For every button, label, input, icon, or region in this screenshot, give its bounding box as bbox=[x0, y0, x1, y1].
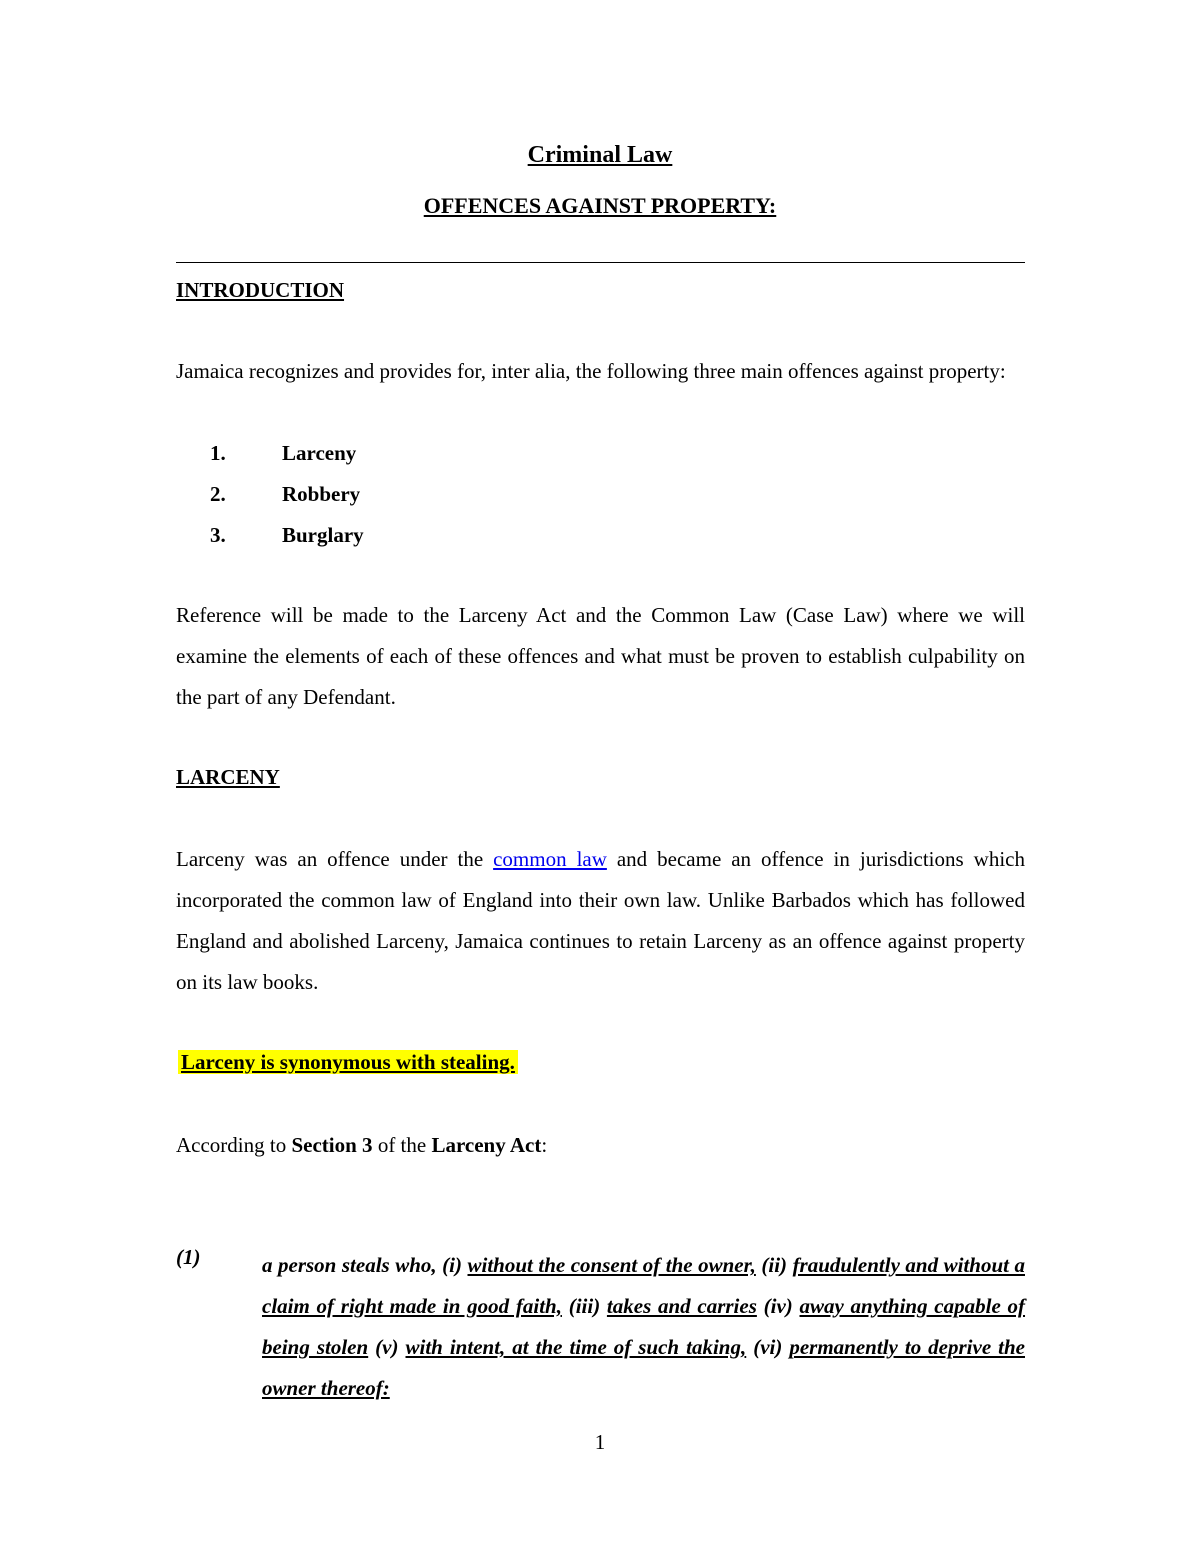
statute-element: away anything capable of being stolen bbox=[262, 1294, 1026, 1359]
according-text: of the bbox=[372, 1133, 432, 1157]
list-item bbox=[210, 474, 610, 515]
statute-element: without the consent of the owner, bbox=[467, 1253, 756, 1277]
list-item-number: 1. bbox=[210, 441, 226, 465]
list-item bbox=[210, 515, 610, 556]
statute-segment: a person steals who, (i) bbox=[262, 1253, 468, 1277]
list-item-label: Robbery bbox=[282, 482, 361, 506]
horizontal-rule bbox=[176, 262, 1025, 263]
statute-element: with intent, at the time of such taking, bbox=[405, 1335, 747, 1359]
larceny-text-start: Larceny was an offence under the bbox=[176, 847, 494, 871]
statute-text bbox=[262, 1245, 1025, 1409]
statute-segment: (iv) bbox=[756, 1294, 800, 1318]
statute-segment: (v) bbox=[368, 1335, 406, 1359]
document-title: Criminal Law bbox=[527, 142, 673, 168]
common-law-link[interactable]: common law bbox=[493, 847, 607, 871]
section-heading-introduction: INTRODUCTION bbox=[176, 278, 345, 302]
according-line bbox=[176, 1133, 547, 1158]
act-reference: Larceny Act bbox=[431, 1133, 542, 1157]
according-text: According to bbox=[176, 1133, 292, 1157]
list-item-label: Larceny bbox=[282, 441, 357, 465]
list-item-number: 3. bbox=[210, 523, 226, 547]
page-number: 1 bbox=[594, 1430, 606, 1454]
intro-paragraph: Jamaica recognizes and provides for, inter alia, the following three main offences against property: bbox=[176, 359, 1006, 383]
statute-element: takes and carries bbox=[606, 1294, 757, 1318]
section-reference: Section 3 bbox=[291, 1133, 373, 1157]
highlight-text: Larceny is synonymous with stealing. bbox=[178, 1050, 518, 1074]
larceny-text-end: and became an offence in jurisdictions which incorporated the common law of England into their own law. Unlike Barbados which has followed England and abolished Larceny, Jamaica continues to retain Larceny as an offence against property on its law books. bbox=[176, 847, 1025, 994]
statute-element: permanently to deprive the owner thereof: bbox=[262, 1335, 1025, 1400]
statute-element: fraudulently and without a claim of right made in good faith, bbox=[262, 1253, 1025, 1318]
list-item bbox=[210, 433, 610, 474]
reference-paragraph: Reference will be made to the Larceny Act and the Common Law (Case Law) where we will examine the elements of each of these offences and what must be proven to establish culpability on the part of any Defendant. bbox=[176, 603, 1025, 709]
list-item-label: Burglary bbox=[282, 523, 364, 547]
larceny-paragraph bbox=[176, 839, 1025, 1003]
statute-number: (1) bbox=[176, 1245, 201, 1269]
highlighted-statement bbox=[178, 1050, 518, 1075]
statute-segment: (ii) bbox=[755, 1253, 793, 1277]
statute-segment: (vi) bbox=[746, 1335, 790, 1359]
statute-segment: (iii) bbox=[561, 1294, 607, 1318]
according-text: : bbox=[541, 1133, 548, 1157]
section-heading-larceny: LARCENY bbox=[176, 765, 280, 789]
list-item-number: 2. bbox=[210, 482, 226, 506]
document-subtitle: OFFENCES AGAINST PROPERTY: bbox=[423, 193, 777, 218]
